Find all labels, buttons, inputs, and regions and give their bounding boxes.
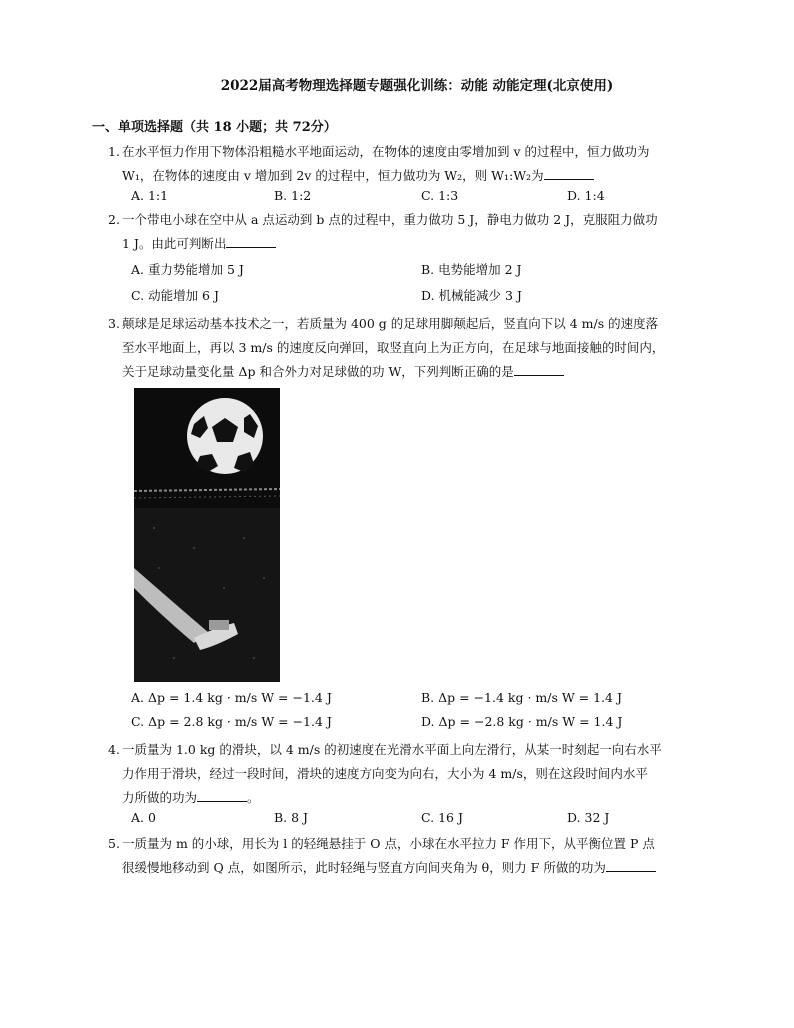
answer-blank[interactable] <box>606 859 656 872</box>
options-1 <box>131 188 711 210</box>
question-line: 一质量为 m 的小球，用长为 l 的轻绳悬挂于 O 点，小球在水平拉力 F 作用下，从平衡位置 P 点 <box>122 836 655 851</box>
option-b[interactable]: B. 8 J <box>274 810 309 825</box>
soccer-ball-image <box>134 388 280 682</box>
document-title: 2022届高考物理选择题专题强化训练：动能 动能定理(北京使用) <box>220 78 614 94</box>
question-number: 5. <box>108 836 120 851</box>
option-a[interactable]: A. 1:1 <box>131 188 169 203</box>
question-number: 1. <box>108 144 120 159</box>
option-c[interactable]: C. Δp = 2.8 kg · m/s W = −1.4 J <box>131 714 332 729</box>
question-number: 4. <box>108 742 120 757</box>
question-line: 很缓慢地移动到 Q 点，如图所示，此时轻绳与竖直方向间夹角为 θ，则力 F 所做的功为 <box>122 856 708 880</box>
answer-blank[interactable] <box>544 167 594 180</box>
question-5 <box>108 832 708 880</box>
question-4 <box>108 738 708 810</box>
question-number: 3. <box>108 316 120 331</box>
section-heading: 一、单项选择题（共 18 小题；共 72分） <box>92 120 337 135</box>
soccer-ball-photo <box>134 388 280 682</box>
option-d[interactable]: D. Δp = −2.8 kg · m/s W = 1.4 J <box>421 714 623 729</box>
options-2 <box>131 260 711 312</box>
option-d[interactable]: D. 32 J <box>567 810 610 825</box>
option-b[interactable]: B. Δp = −1.4 kg · m/s W = 1.4 J <box>421 690 622 705</box>
option-b[interactable]: B. 电势能增加 2 J <box>421 262 522 277</box>
question-3 <box>108 312 708 384</box>
option-a[interactable]: A. Δp = 1.4 kg · m/s W = −1.4 J <box>131 690 332 705</box>
question-line: 一质量为 1.0 kg 的滑块，以 4 m/s 的初速度在光滑水平面上向左滑行，从某一时刻起一向右水平 <box>122 742 662 757</box>
option-c[interactable]: C. 动能增加 6 J <box>131 288 219 303</box>
question-line: 关于足球动量变化量 Δp 和合外力对足球做的功 W，下列判断正确的是 <box>122 360 708 384</box>
question-1 <box>108 140 708 188</box>
option-d[interactable]: D. 机械能减少 3 J <box>421 288 522 303</box>
answer-blank[interactable] <box>226 235 276 248</box>
question-line: 在水平恒力作用下物体沿粗糙水平地面运动，在物体的速度由零增加到 v 的过程中，恒力做功为 <box>122 144 650 159</box>
question-number: 2. <box>108 212 120 227</box>
option-c[interactable]: C. 16 J <box>421 810 463 825</box>
option-a[interactable]: A. 0 <box>131 810 156 825</box>
question-line: 力作用于滑块，经过一段时间，滑块的速度方向变为向右，大小为 4 m/s，则在这段时间内水平 <box>122 766 648 781</box>
answer-blank[interactable] <box>197 789 247 802</box>
question-2 <box>108 208 708 256</box>
question-line: 力所做的功为 。 <box>122 790 260 805</box>
option-a[interactable]: A. 重力势能增加 5 J <box>131 262 244 277</box>
option-c[interactable]: C. 1:3 <box>421 188 459 203</box>
question-line: W₁，在物体的速度由 v 增加到 2v 的过程中，恒力做功为 W₂，则 W₁:W₂为 <box>122 164 708 188</box>
question-line: 1 J。由此可判断出 <box>122 232 708 256</box>
question-line: 一个带电小球在空中从 a 点运动到 b 点的过程中，重力做功 5 J，静电力做功 2 J，克服阻力做功 <box>122 212 658 227</box>
option-d[interactable]: D. 1:4 <box>567 188 605 203</box>
question-line: 至水平地面上，再以 3 m/s 的速度反向弹回，取竖直向上为正方向，在足球与地面接触的时间内， <box>122 340 665 355</box>
options-3 <box>131 690 711 738</box>
answer-blank[interactable] <box>514 363 564 376</box>
options-4 <box>131 810 711 832</box>
option-b[interactable]: B. 1:2 <box>274 188 312 203</box>
question-line: 颠球是足球运动基本技术之一，若质量为 400 g 的足球用脚颠起后，竖直向下以 4 m/s 的速度落 <box>122 316 659 331</box>
